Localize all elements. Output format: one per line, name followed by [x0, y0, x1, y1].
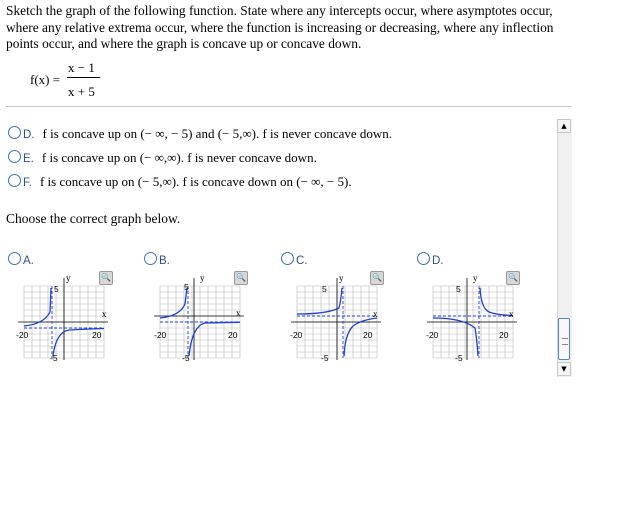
tick-left: -20: [154, 330, 167, 340]
tick-bottom: -5: [455, 353, 463, 362]
option-d[interactable]: [8, 126, 392, 142]
tick-top: 5: [54, 284, 59, 294]
option-text: f is concave up on (− ∞, − 5) and (− 5,∞). f is never concave down.: [42, 126, 393, 141]
radio-button[interactable]: [144, 252, 157, 265]
option-text: f is concave up on (− ∞,∞). f is never concave down.: [41, 150, 317, 165]
option-letter: C.: [296, 255, 308, 267]
graph-option-a[interactable]: [8, 252, 42, 267]
tick-left: -20: [16, 330, 29, 340]
tick-left: -20: [290, 330, 303, 340]
axis-label-x: x: [236, 308, 241, 318]
tick-bottom: -5: [182, 353, 190, 362]
radio-button[interactable]: [8, 174, 21, 187]
axis-label-x: x: [373, 309, 378, 319]
tick-top: 5: [456, 284, 461, 294]
zoom-icon[interactable]: 🔍: [99, 271, 113, 285]
option-letter: D.: [432, 255, 444, 267]
axis-label-x: x: [509, 309, 514, 319]
axis-label-y: y: [339, 273, 344, 283]
tick-top: 5: [322, 284, 327, 294]
curve-left: [160, 288, 187, 318]
radio-button[interactable]: [281, 252, 294, 265]
function-lhs: f(x) =: [30, 72, 61, 87]
graph-prompt: Choose the correct graph below.: [6, 211, 181, 226]
scroll-up-arrow-icon[interactable]: ▲: [557, 119, 571, 133]
option-letter: D.: [23, 129, 35, 141]
option-letter: E.: [23, 153, 34, 165]
tick-left: -20: [426, 330, 439, 340]
tick-right: 20: [92, 330, 102, 340]
option-letter: F.: [23, 177, 32, 189]
question-text: Sketch the graph of the following function. State where any intercepts occur, where asymptotes occur, where any relative extrema occur, where the function is increasing or decreasing, where any inflection points occur, and where the graph is concave up or concave down.: [6, 3, 554, 51]
zoom-icon[interactable]: 🔍: [506, 271, 520, 285]
function-numerator: x − 1: [68, 60, 95, 75]
option-text: f is concave up on (− 5,∞). f is concave down on (− ∞, − 5).: [39, 174, 352, 189]
tick-right: 20: [228, 330, 238, 340]
zoom-icon[interactable]: 🔍: [370, 271, 384, 285]
fraction-bar: [67, 77, 100, 78]
graph-option-c[interactable]: [281, 252, 316, 267]
radio-button[interactable]: [8, 150, 21, 163]
scrollbar-thumb[interactable]: [558, 318, 570, 360]
radio-button[interactable]: [417, 252, 430, 265]
curve-left: [433, 318, 478, 356]
radio-button[interactable]: [8, 252, 21, 265]
curve-left: [24, 288, 51, 326]
graph-option-d[interactable]: [417, 252, 452, 267]
scroll-down-arrow-icon[interactable]: ▼: [557, 362, 571, 376]
zoom-icon[interactable]: 🔍: [234, 271, 248, 285]
divider: [6, 106, 572, 107]
tick-bottom: -5: [50, 353, 58, 362]
option-letter: B.: [159, 255, 170, 267]
graph-option-b[interactable]: [144, 252, 178, 267]
tick-bottom: -5: [321, 353, 329, 362]
option-f[interactable]: [8, 174, 352, 190]
option-letter: A.: [23, 255, 34, 267]
tick-right: 20: [363, 330, 373, 340]
function-denominator: x + 5: [68, 84, 95, 99]
option-e[interactable]: [8, 150, 317, 166]
axis-label-y: y: [200, 273, 205, 283]
tick-top: 5: [184, 282, 189, 292]
axis-label-x: x: [102, 309, 107, 319]
radio-button[interactable]: [8, 126, 21, 139]
tick-right: 20: [499, 330, 509, 340]
axis-label-y: y: [473, 273, 478, 283]
axis-label-y: y: [66, 273, 71, 283]
